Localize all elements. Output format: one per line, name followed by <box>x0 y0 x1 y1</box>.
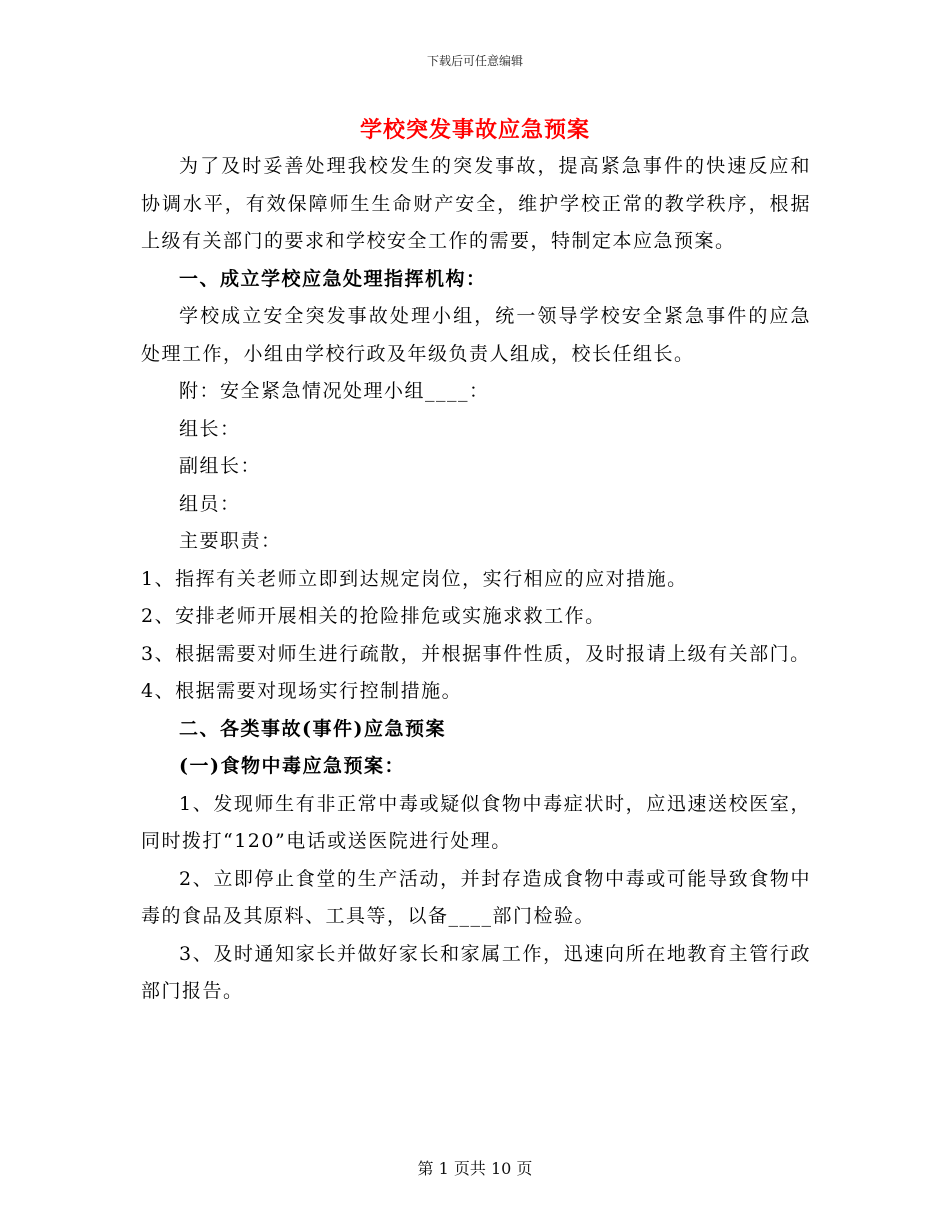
paragraph-members: 组员： <box>179 492 241 515</box>
header-note: 下载后可任意编辑 <box>426 54 523 68</box>
paragraph-command-structure: 学校成立安全突发事故处理小组，统一领导学校安全紧急事件的应急处理工作，小组由学校行政及年级负责人组成，校长任组长。 <box>141 305 811 365</box>
list-item-duty-3: 3、根据需要对师生进行疏散，并根据事件性质，及时报请上级有关部门。 <box>141 642 811 665</box>
document-title: 学校突发事故应急预案 <box>359 117 590 143</box>
list-item-duty-2: 2、安排老师开展相关的抢险排危或实施求救工作。 <box>141 605 606 627</box>
paragraph-main-duties: 主要职责： <box>179 530 282 552</box>
paragraph-deputy-leader: 副组长： <box>179 455 262 477</box>
section-heading-1: 一、成立学校应急处理指挥机构： <box>179 267 487 290</box>
list-item-food-3: 3、及时通知家长并做好家长和家属工作，迅速向所在地教育主管行政部门报告。 <box>141 942 811 1002</box>
list-item-food-1: 1、发现师生有非正常中毒或疑似食物中毒症状时，应迅速送校医室，同时拨打“120”电话或送医院进行处理。 <box>141 792 811 852</box>
paragraph-appendix: 附：安全紧急情况处理小组____： <box>179 380 490 402</box>
document-body <box>141 148 811 1011</box>
list-item-duty-1: 1、指挥有关老师立即到达规定岗位，实行相应的应对措施。 <box>141 567 688 590</box>
page-footer: 第 1 页共 10 页 <box>417 1159 533 1178</box>
section-heading-2: 二、各类事故(事件)应急预案 <box>179 717 446 740</box>
list-item-duty-4: 4、根据需要对现场实行控制措施。 <box>141 680 463 702</box>
intro-paragraph: 为了及时妥善处理我校发生的突发事故，提高紧急事件的快速反应和协调水平，有效保障师生生命财产安全，维护学校正常的教学秩序，根据上级有关部门的要求和学校安全工作的需要，特制定本应急预案。 <box>141 155 811 252</box>
subsection-heading-food-poisoning: (一)食物中毒应急预案： <box>179 755 405 777</box>
list-item-food-2: 2、立即停止食堂的生产活动，并封存造成食物中毒或可能导致食物中毒的食品及其原料、工具等，以备____部门检验。 <box>141 867 811 927</box>
paragraph-leader: 组长： <box>179 417 241 440</box>
